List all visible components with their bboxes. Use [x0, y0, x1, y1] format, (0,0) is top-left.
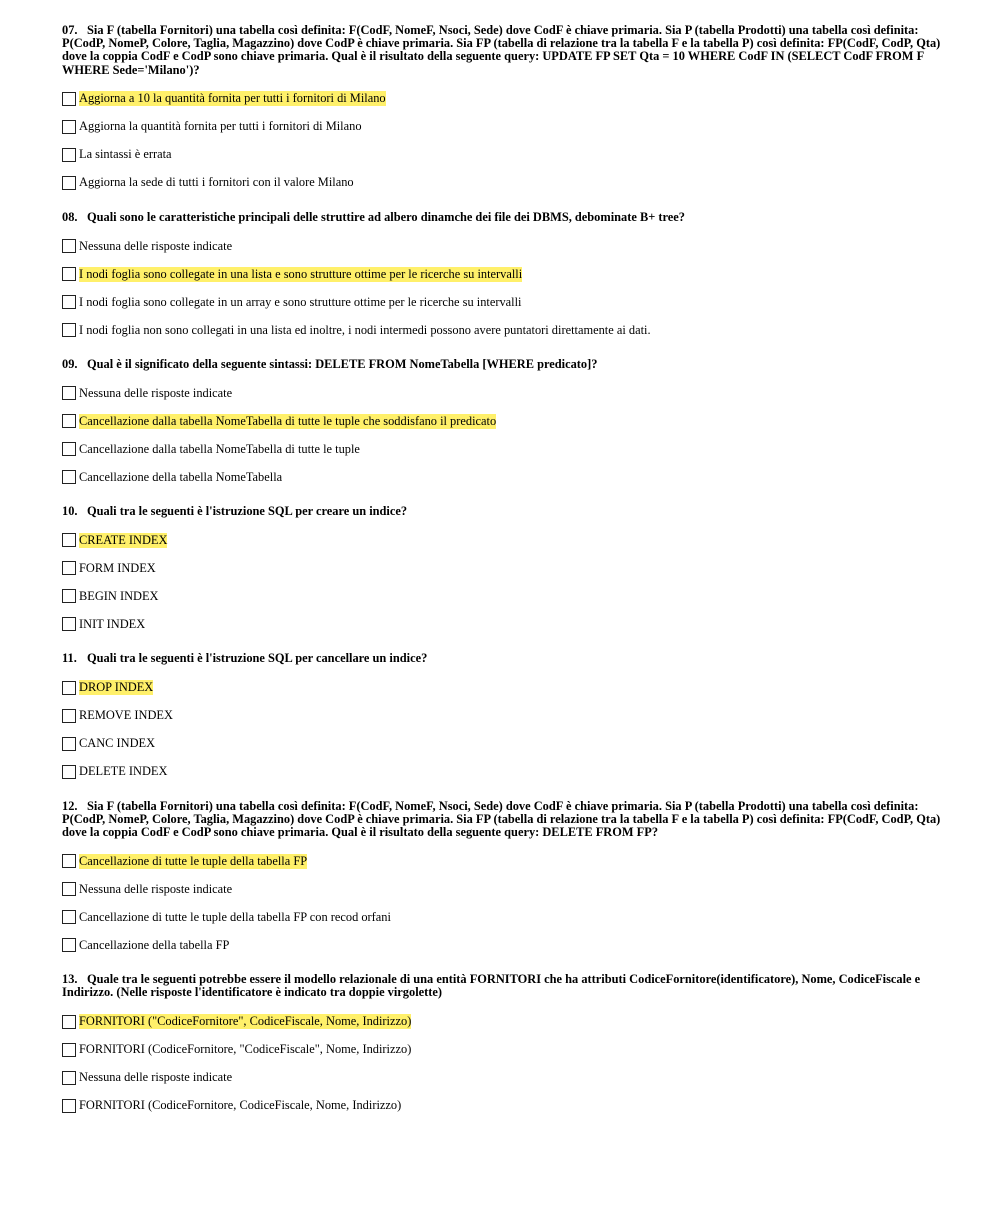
question-body: Quali tra le seguenti è l'istruzione SQL per cancellare un indice?: [87, 651, 428, 666]
answer-checkbox[interactable]: [62, 765, 76, 779]
answer-checkbox[interactable]: [62, 854, 76, 868]
answer-option[interactable]: [62, 463, 942, 491]
answer-option[interactable]: [62, 526, 942, 554]
answer-text: Cancellazione della tabella FP: [79, 937, 230, 952]
answer-option[interactable]: [62, 141, 942, 169]
answer-checkbox[interactable]: [62, 681, 76, 695]
answer-checkbox[interactable]: [62, 267, 76, 281]
question-text: [62, 505, 942, 518]
question-spacer: [62, 959, 942, 973]
answer-checkbox[interactable]: [62, 617, 76, 631]
answer-option[interactable]: [62, 1008, 942, 1036]
answer-option[interactable]: [62, 85, 942, 113]
question-spacer: [62, 197, 942, 211]
question-body: Quale tra le seguenti potrebbe essere il modello relazionale di una entità FORNITORI che ha attributi CodiceFornitore(identificatore), Nome, CodiceFiscale e Indirizzo. (Nelle risposte l'identificatore è indicato tra doppie virgolette): [62, 972, 921, 1000]
question-13: [62, 973, 942, 1119]
question-text: [62, 211, 942, 224]
question-text: [62, 24, 942, 77]
answer-text: Cancellazione dalla tabella NomeTabella di tutte le tuple che soddisfano il predicato: [79, 413, 497, 428]
answer-text: Nessuna delle risposte indicate: [79, 238, 233, 253]
answer-option[interactable]: [62, 260, 942, 288]
answer-text: CREATE INDEX: [79, 532, 168, 547]
answer-text: FORNITORI ("CodiceFornitore", CodiceFiscale, Nome, Indirizzo): [79, 1014, 412, 1029]
answer-checkbox[interactable]: [62, 414, 76, 428]
question-text: [62, 800, 942, 840]
question-number: 10.: [62, 504, 78, 519]
question-number: 09.: [62, 357, 78, 372]
question-spacer: [62, 344, 942, 358]
answer-text: La sintassi è errata: [79, 147, 172, 162]
answer-option[interactable]: [62, 1064, 942, 1092]
answer-checkbox[interactable]: [62, 176, 76, 190]
answer-checkbox[interactable]: [62, 92, 76, 106]
answer-checkbox[interactable]: [62, 910, 76, 924]
answer-text: FORNITORI (CodiceFornitore, CodiceFiscale, Nome, Indirizzo): [79, 1098, 402, 1113]
question-number: 12.: [62, 798, 78, 813]
question-text: [62, 652, 942, 665]
answer-text: Nessuna delle risposte indicate: [79, 385, 233, 400]
answer-text: DROP INDEX: [79, 680, 154, 695]
answer-option[interactable]: [62, 758, 942, 786]
answer-text: Aggiorna la quantità fornita per tutti i fornitori di Milano: [79, 119, 362, 134]
answer-text: I nodi foglia sono collegate in una lista e sono strutture ottime per le ricerche su intervalli: [79, 266, 523, 281]
question-spacer: [62, 491, 942, 505]
question-spacer: [62, 786, 942, 800]
answer-option[interactable]: [62, 316, 942, 344]
answer-checkbox[interactable]: [62, 470, 76, 484]
answer-option[interactable]: [62, 232, 942, 260]
answer-text: Nessuna delle risposte indicate: [79, 881, 233, 896]
answer-checkbox[interactable]: [62, 709, 76, 723]
question-number: 13.: [62, 972, 78, 987]
question-body: Quali sono le caratteristiche principali delle struttire ad albero dinamche dei file dei DBMS, debominate B+ tree?: [87, 209, 685, 224]
answer-checkbox[interactable]: [62, 323, 76, 337]
answer-checkbox[interactable]: [62, 1071, 76, 1085]
answer-option[interactable]: [62, 674, 942, 702]
question-text: [62, 973, 942, 999]
question-number: 11.: [62, 651, 77, 666]
answer-text: Cancellazione della tabella NomeTabella: [79, 469, 283, 484]
answer-checkbox[interactable]: [62, 148, 76, 162]
answer-text: Cancellazione di tutte le tuple della tabella FP: [79, 853, 308, 868]
answer-text: FORNITORI (CodiceFornitore, "CodiceFiscale", Nome, Indirizzo): [79, 1042, 412, 1057]
question-body: Sia F (tabella Fornitori) una tabella così definita: F(CodF, NomeF, Nsoci, Sede) dove CodF è chiave primaria. Sia P (tabella Prodotti) una tabella così definita: P(CodP, NomeP, Colore, Taglia, Magazzino) dove CodP è chiave primaria. Sia FP (tabella di relazione tra la tabella F e la tabella P) così definita: FP(CodF, CodP, Qta) dove la coppia CodF e CodP sono chiave primaria. Qual è il risultato della seguente query: DELETE FROM FP?: [62, 798, 941, 840]
answer-checkbox[interactable]: [62, 533, 76, 547]
question-body: Sia F (tabella Fornitori) una tabella così definita: F(CodF, NomeF, Nsoci, Sede) dove CodF è chiave primaria. Sia P (tabella Prodotti) una tabella così definita: P(CodP, NomeP, Colore, Taglia, Magazzino) dove CodP è chiave primaria. Sia FP (tabella di relazione tra la tabella F e la tabella P) così definita: FP(CodF, CodP, Qta) dove la coppia CodF e CodP sono chiave primaria. Qual è il risultato della seguente query: UPDATE FP SET Qta = 10 WHERE CodF IN (SELECT CodF FROM F WHERE Sede='Milano')?: [62, 23, 941, 77]
question-09: [62, 358, 942, 491]
answer-checkbox[interactable]: [62, 882, 76, 896]
answer-option[interactable]: [62, 113, 942, 141]
answer-option[interactable]: [62, 582, 942, 610]
answer-option[interactable]: [62, 847, 942, 875]
answer-text: Cancellazione dalla tabella NomeTabella di tutte le tuple: [79, 441, 360, 456]
answer-option[interactable]: [62, 288, 942, 316]
answer-text: INIT INDEX: [79, 616, 146, 631]
answer-text: Aggiorna la sede di tutti i fornitori con il valore Milano: [79, 175, 354, 190]
answer-checkbox[interactable]: [62, 737, 76, 751]
answer-text: FORM INDEX: [79, 560, 156, 575]
answer-option[interactable]: [62, 1036, 942, 1064]
question-text: [62, 358, 942, 371]
answer-option[interactable]: [62, 435, 942, 463]
question-number: 07.: [62, 23, 78, 37]
answer-text: Nessuna delle risposte indicate: [79, 1070, 233, 1085]
quiz-page: [62, 24, 942, 1120]
question-body: Quali tra le seguenti è l'istruzione SQL per creare un indice?: [87, 504, 408, 519]
answer-text: Aggiorna a 10 la quantità fornita per tutti i fornitori di Milano: [79, 91, 386, 106]
answer-option[interactable]: [62, 407, 942, 435]
question-body: Qual è il significato della seguente sintassi: DELETE FROM NomeTabella [WHERE predicato]?: [87, 357, 598, 372]
question-07: [62, 24, 942, 197]
answer-checkbox[interactable]: [62, 1043, 76, 1057]
answer-text: BEGIN INDEX: [79, 588, 159, 603]
answer-text: CANC INDEX: [79, 736, 156, 751]
answer-option[interactable]: [62, 169, 942, 197]
answer-checkbox[interactable]: [62, 386, 76, 400]
answer-checkbox[interactable]: [62, 1099, 76, 1113]
answer-text: REMOVE INDEX: [79, 708, 173, 723]
answer-checkbox[interactable]: [62, 239, 76, 253]
question-number: 08.: [62, 209, 78, 224]
question-11: [62, 652, 942, 785]
answer-option[interactable]: [62, 610, 942, 638]
answer-option[interactable]: [62, 903, 942, 931]
question-spacer: [62, 638, 942, 652]
question-08: [62, 211, 942, 344]
answer-text: I nodi foglia non sono collegati in una lista ed inoltre, i nodi intermedi possono avere puntatori direttamente ai dati.: [79, 322, 651, 337]
answer-option[interactable]: [62, 730, 942, 758]
answer-checkbox[interactable]: [62, 120, 76, 134]
answer-option[interactable]: [62, 875, 942, 903]
answer-option[interactable]: [62, 702, 942, 730]
answer-checkbox[interactable]: [62, 442, 76, 456]
answer-checkbox[interactable]: [62, 589, 76, 603]
question-12: [62, 800, 942, 960]
answer-text: Cancellazione di tutte le tuple della tabella FP con recod orfani: [79, 909, 391, 924]
answer-text: DELETE INDEX: [79, 764, 168, 779]
answer-option[interactable]: [62, 554, 942, 582]
answer-option[interactable]: [62, 931, 942, 959]
answer-checkbox[interactable]: [62, 938, 76, 952]
answer-option[interactable]: [62, 1092, 942, 1120]
answer-checkbox[interactable]: [62, 295, 76, 309]
answer-checkbox[interactable]: [62, 561, 76, 575]
answer-text: I nodi foglia sono collegate in un array e sono strutture ottime per le ricerche su intervalli: [79, 294, 522, 309]
answer-option[interactable]: [62, 379, 942, 407]
question-10: [62, 505, 942, 638]
answer-checkbox[interactable]: [62, 1015, 76, 1029]
